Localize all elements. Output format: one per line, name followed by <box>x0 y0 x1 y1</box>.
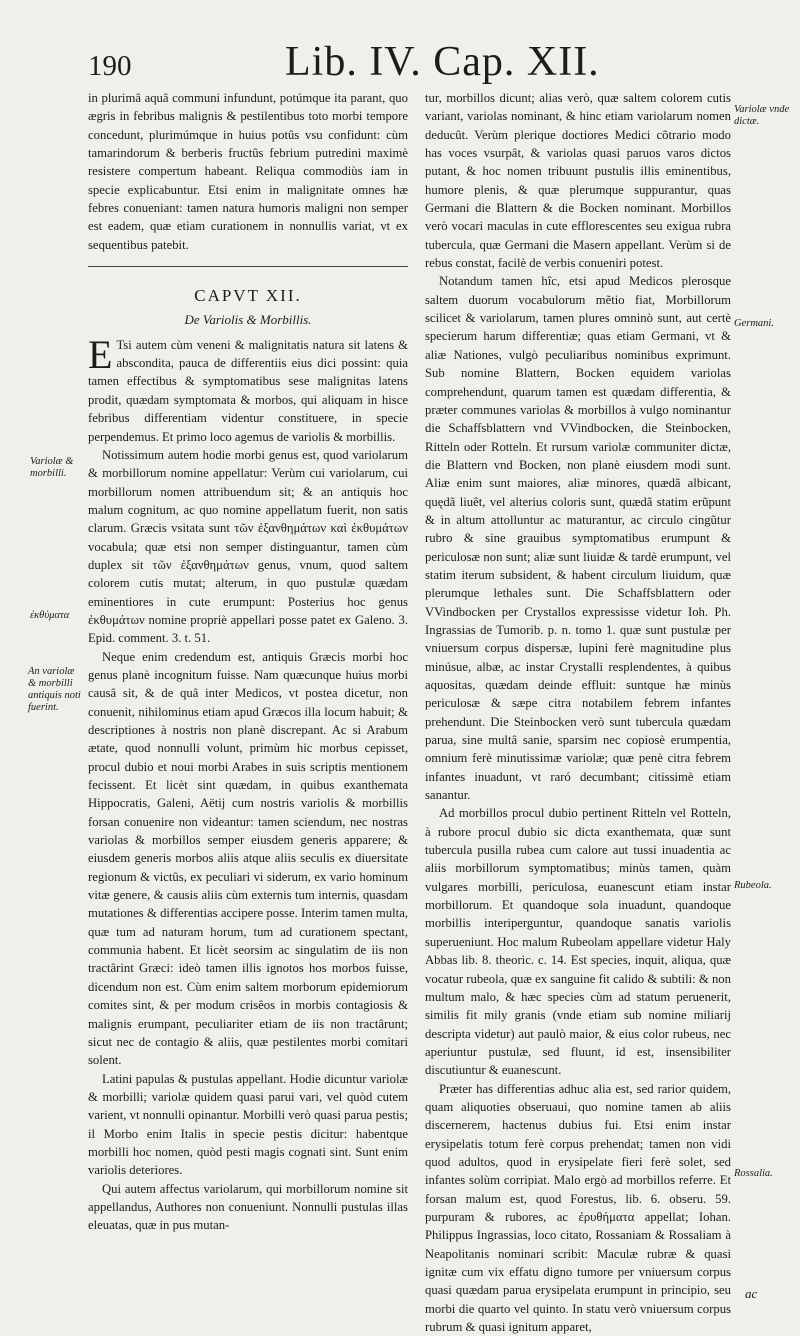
chapter-first-paragraph-text: Tsi autem cùm veneni & malignitatis natura sit latens & abscondita, pauca de differentiis eius dici possint: quia tamen effectibus & symptomatibus sese malignitas latens prodit, quædam symptomata & morbos, qui aliquam in hisce febribus differentiam videntur constituere, in specie perpendemus. Et primo loco agemus de variolis & morbillis. <box>88 337 408 444</box>
margin-note-ekthymata: ἐκθύματα <box>30 610 70 621</box>
catchword: ac <box>745 1286 758 1301</box>
paragraph: Latini papulas & pustulas appellant. Hodie dicuntur variolæ & morbilli; variolæ quidem quasi parui vari, vel quòd cutem varient, vt nonnulli opinantur. Morbilli verò quasi parua pestis; il Morbo enim Italis in specie pestis dicitur: habentque morbilli hoc nomen, quòd pesti magis cognati sint. Sunt enim variolis deteriores. <box>88 1071 408 1178</box>
paragraph: Neque enim credendum est, antiquis Græcis morbi hoc genus planè incognitum fuisse. Nam quæcunque huius morbi causâ sit, & de quâ inter Medicos, vt postea dicetur, non conuenit, nihilominus etiam apud Græcos illa locum habuit; & descriptiones à nostris non planè discrepant. Ac si Arabum ætate, quod nonnulli volunt, primùm hic morbus cepisset, procul dubio et noui morbi Arabes in suis scriptis mentionem fecissent. Et licèt sint quædam, in quibus exanthemata Hippocratis, Galeni, Aëtij cum nostris variolis & morbillis forsan conuenire non videantur: tamen sciendum, nec nostras variolas & morbillos semper eiusdem generis apparere; & eiusdem generis morbos aliis atque aliis seculis ex diuersitate regionum & victûs, ex peculiari vi siderum, ex vario hominum vitæ genere, & causis aliis cùm externis tum internis, quasdam mutationes & differentias accipere posse. Interim tamen multa, quæ tum ad naturam horum, tum ad curationem spectant, communia habent. Et licèt seorsim ac singulatim de iis non tractârint Græci: ideò tamen illis ignotos hos morbos fuisse, dicendum non est. Cùm enim saltem morborum epidemiorum comites sint, & per modum crisêos in morbis contagiosis & malignis erumpant, peculiariter etiam de iis non tractârunt; sicut nec de contagio & aliis, quæ pestilentes morbi comitari solent. <box>88 649 408 1068</box>
intro-paragraph: in plurimâ aquâ communi infundunt, potúmque ita parant, quo ægris in febribus malignis & pestilentibus toto morbi tempore concedunt, plurimúmque in huius potûs vsu confidunt: cùm tamarindorum & berberis fructûs febrium putredini maximè resistere compertum habeant. Reliqua commodiùs iam in specie explicabuntur. Etsi enim in malignitate omnes hæ febres conueniant: tamen natura humoris maligni non semper est eadem, quæ etiam curationem in nonnullis variat, vt ex sequentibus patebit. <box>88 91 408 252</box>
section-divider <box>88 266 408 279</box>
margin-note-variolae-morbilli: Variolæ & morbilli. <box>30 456 74 479</box>
left-column <box>88 89 408 1235</box>
page-number: 190 <box>88 50 132 82</box>
paragraph: Notissimum autem hodie morbi genus est, quod variolarum & morbillorum nomine appellatur: Verùm cui variolarum, cui morbillorum nomen attribuendum sit; & an antiquis hoc malum cognitum, ac quo nomine appellatum fuerit, non satis clarum. Græcis vsitata sunt τῶν ἐξανθημάτων καὶ ἐκθυμάτων vocabula; quæ etsi non semper distinguantur, tamen cùm duplex sit τῶν ἐξανθημάτων genus, vnum, quod saltem colorem cutis mutat; alterum, in quo pustulæ quædam eminentiores in cute erumpunt: Posterius hoc genus ἐκθυμάτων nomine propriè appellari posse patet ex Galeno. 3. Epid. comment. 3. t. 51. <box>88 447 408 646</box>
margin-note-antiquis-noti: An variolæ & morbilli antiquis noti fuerint. <box>28 666 81 713</box>
chapter-subtitle: De Variolis & Morbillis. <box>184 312 312 328</box>
margin-note-variolae-unde: Variolæ vnde dictæ. <box>734 104 790 127</box>
paragraph: Notandum tamen hîc, etsi apud Medicos plerosque saltem duorum vocabulorum mẽtio fiat, Morbillorum scilicet & variolarum, tamen plures omninò sunt, aut certè specierum harum differentiæ; quas etiam Germani, vt & aliæ Nationes, vulgò peculiaribus nominibus exprimunt. Sub nomine Blattern, Bocken equidem variolas comprehendunt, quarum tamen est quædam differentia, & præter communes variolas & morbillos à vulgo nominantur die Schaffsblattern vnd VVindbocken, die Steinbocken, Ritteln oder Rotteln. Et rursum variolæ communiter dictæ, die Blattern vnd Bocken, non planè eiusdem modi sunt. Aliæ enim sunt maiores, aliæ minores, quædã albicant, quędã liuêt, vel alterius coloris sunt, quædã statim erũpunt & in altum attolluntur ac maturantur, ac circulo cingũtur rubro & sine grauibus symptomatibus erumpunt & periculosæ non sunt; aliæ sunt liuidæ & tardè erumpunt, vel statim iterum subsident, & habent circulum liuidum, quæ plerumque lethales sunt. Die Schaffsblattern oder VVindbocken per Crystallos expressisse videtur Ioh. Ph. Ingrassias de Tumorib. p. n. tomo 1. quæ sunt pustulæ per vniuersum corpus dispersæ, lupini ferè magnitudine plus minúsue, albæ, ac instar Crystalli resplendentes, à quibus aquositas, quædam deinde effluit: suntque hæ minùs periculosæ & sæpe citra notabilem febrem infantes prehendunt. Die Steinbocken verò sunt tubercula quædam parua, sine multâ sanie, sparsim nec copiosè erumpentia, omnium ferè minutissimæ variolæ; quæ penè citra febrem infantes inuadunt, vt raró decumbant; citissimè etiam sanantur. <box>425 274 731 803</box>
paragraph: Præter has differentias adhuc alia est, sed rarior quidem, quam aliquoties obseruaui, quo nomine tamen ab aliis discernerem, hactenus dubius fui. Etsi enim instar erysipelatis totum ferè corpus prehendat; tamen non vidi quod adultos, quod in erysipelate fieri ferè solet, sed infantes solùm corripiat. Malo ergò ad morbillos referre. Et forsan malum est, quod Forestus, lib. 6. obseru. 59. purpuram & rubores, ac ἐρυθήματα appellat; Iohan. Philippus Ingrassias, loco citato, Rossaniam & Rossaliam à Neapolitanis nominari scribit: Maculæ rubræ & quasi ignitæ cum vix effatu digno tumore per vniuersum corpus quasi quædam parua erysipelata erumpunt in principio, seu morbi die quarto vel quinto. In statu verò vniuersum corpus rubrum & quasi ignitum apparet, <box>425 1081 731 1335</box>
margin-note-rossalia: Rossalia. <box>734 1168 773 1179</box>
margin-note-germani: Germani. <box>734 318 774 329</box>
right-column <box>425 89 731 1336</box>
drop-cap: E <box>88 331 113 377</box>
paragraph: Ad morbillos procul dubio pertinent Ritteln vel Rotteln, à rubore procul dubio sic dicta exanthemata, quæ sunt tubercula pusilla rubea cum calore aut tussi inuadentia ac aliis morbillorum symptomatibus; minùs tamen, quàm vulgares morbilli, periculosa, euanescunt etiam instar morbillorum. Et quandoque sola inuadunt, quandoque morbillis interiperguntur, quandoque sanatis variolis superueniunt. Hoc malum Rubeolam appellare videtur Haly Abbas lib. 8. theoric. c. 14. Est species, inquit, aliqua, quæ vocatur rubeola, quæ ex sanguine fit calido & subtili: & non multum malo, & hæc species cùm ad statum peruenerit, similis fit mily granis (vnde etiam sub nomine miliarij descripta videtur) aut paulò maior, & eius color rubeus, nec aperiuntur pustulæ, sed fluunt, id est, insensibiliter discutiuntur & euanescunt. <box>425 806 731 1078</box>
paragraph: Qui autem affectus variolarum, qui morbillorum nomine sit appellandus, Authores non conueniunt. Nonnulli pustulas illas eleuatas, quæ in pus mutan- <box>88 1181 408 1233</box>
margin-note-rubeola: Rubeola. <box>734 880 772 891</box>
chapter-first-paragraph <box>88 331 408 446</box>
chapter-title: CAPVT XII. <box>194 286 302 306</box>
paragraph: tur, morbillos dicunt; alias verò, quæ saltem colorem cutis variant, variolas nominant, & hinc etiam variolarum nomen deducût. Verùm plerique doctiores Medici cõtrario modo has voces vsurpât, & variolas quasi paruos varos dictos putant, & hoc nomen tribuunt pustulis illis eminentibus, humore plenis, & quæ plerumque suppurantur, quas Germani die Blattern & die Bocken nominant. Morbillos verò vocari maculas in cute efflorescentes seu exigua rubra tubercula, quæ Germani die Masern appellant. Verùm si de rebus constat, facilè de verbis conueniri potest. <box>425 91 731 271</box>
running-head: Lib. IV. Cap. XII. <box>285 39 600 85</box>
